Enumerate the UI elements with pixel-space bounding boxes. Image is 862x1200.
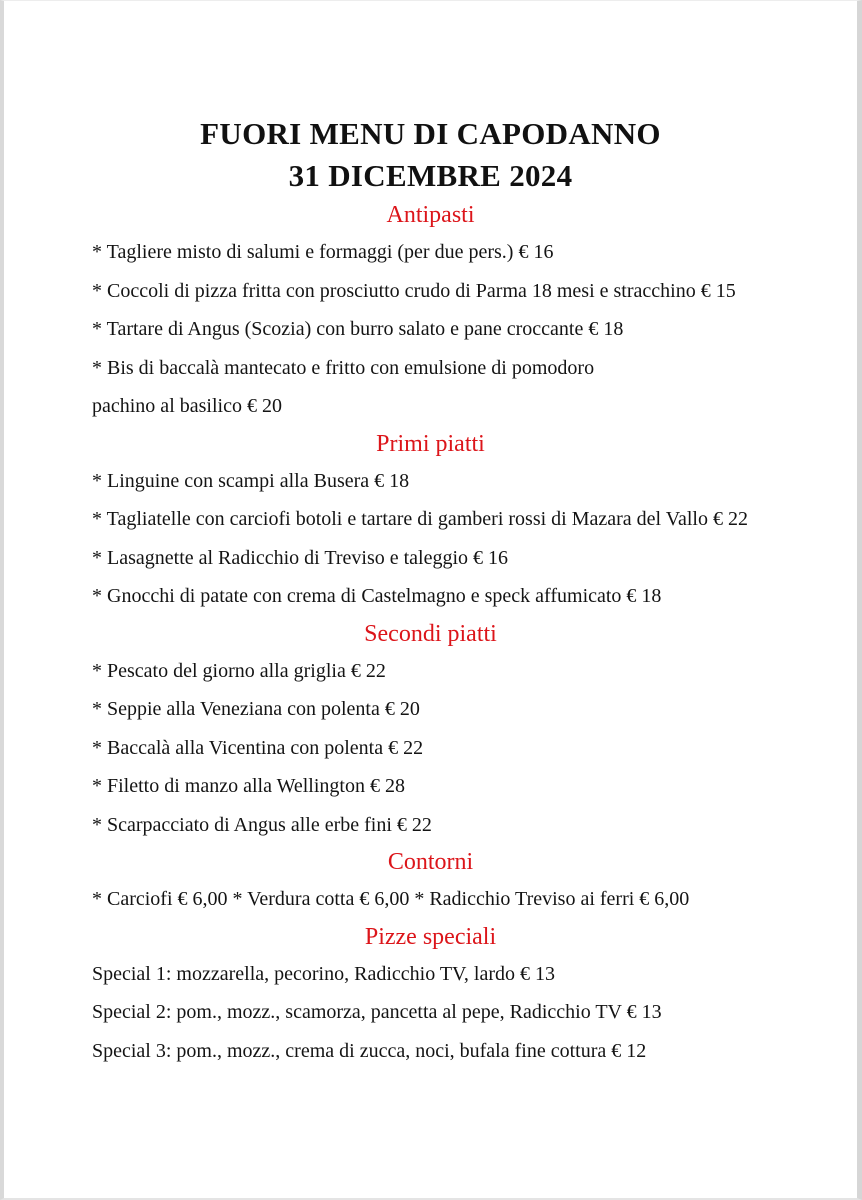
section-heading-antipasti: Antipasti	[386, 202, 475, 228]
menu-content	[4, 1, 857, 1070]
menu-item: * Linguine con scampi alla Busera € 18	[92, 469, 410, 492]
section-contorni	[4, 844, 857, 919]
section-heading-primi-piatti: Primi piatti	[376, 430, 485, 457]
menu-item: * Coccoli di pizza fritta con prosciutto crudo di Parma 18 mesi e stracchino € 15	[92, 279, 736, 302]
section-antipasti	[4, 197, 857, 426]
menu-item: * Seppie alla Veneziana con polenta € 20	[92, 698, 420, 720]
menu-item: * Lasagnette al Radicchio di Treviso e taleggio € 16	[92, 546, 509, 569]
section-heading-contorni: Contorni	[387, 849, 474, 875]
menu-title-line2: 31 DICEMBRE 2024	[288, 158, 573, 193]
menu-item: * Bis di baccalà mantecato e fritto con emulsione di pomodoro	[92, 356, 595, 379]
menu-item: * Baccalà alla Vicentina con polenta € 22	[92, 736, 424, 759]
menu-item: Special 3: pom., mozz., crema di zucca, noci, bufala fine cottura € 12	[92, 1039, 647, 1062]
section-heading-secondi-piatti: Secondi piatti	[364, 620, 497, 647]
menu-item: * Tartare di Angus (Scozia) con burro salato e pane croccante € 18	[92, 318, 624, 340]
menu-item: * Scarpacciato di Angus alle erbe fini € 22	[92, 813, 432, 836]
menu-title-line1: FUORI MENU DI CAPODANNO	[200, 116, 661, 151]
menu-item: * Carciofi € 6,00 * Verdura cotta € 6,00 * Radicchio Treviso ai ferri € 6,00	[92, 888, 690, 910]
menu-item: Special 1: mozzarella, pecorino, Radicchio TV, lardo € 13	[92, 962, 556, 985]
menu-item-continuation: pachino al basilico € 20	[92, 395, 282, 417]
section-pizze-speciali	[4, 919, 857, 1071]
menu-item: Special 2: pom., mozz., scamorza, pancetta al pepe, Radicchio TV € 13	[92, 1001, 662, 1023]
section-heading-pizze-speciali: Pizze speciali	[364, 923, 497, 950]
menu-item: * Filetto di manzo alla Wellington € 28	[92, 775, 405, 797]
menu-item: * Pescato del giorno alla griglia € 22	[92, 659, 386, 682]
menu-item: * Tagliatelle con carciofi botoli e tartare di gamberi rossi di Mazara del Vallo € 22	[92, 508, 748, 530]
menu-item: * Gnocchi di patate con crema di Castelmagno e speck affumicato € 18	[92, 585, 662, 607]
menu-item: * Tagliere misto di salumi e formaggi (per due pers.) € 16	[92, 241, 554, 263]
section-secondi-piatti	[4, 616, 857, 845]
section-primi-piatti	[4, 426, 857, 616]
menu-title	[4, 113, 857, 197]
